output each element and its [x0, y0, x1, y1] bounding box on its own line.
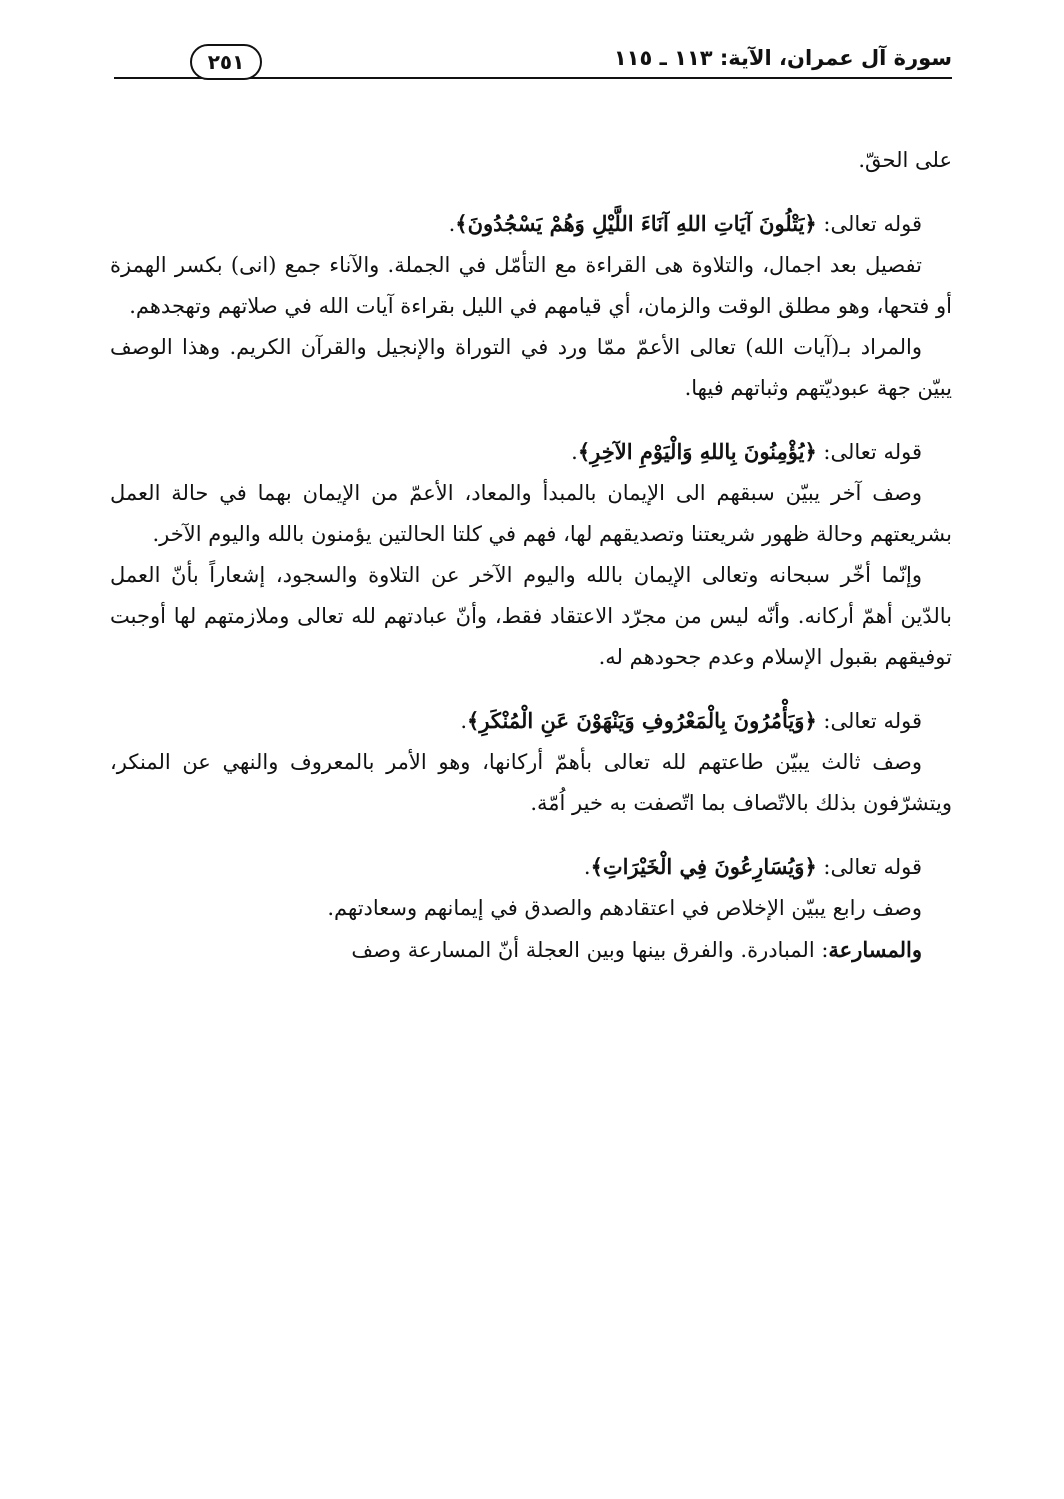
verse-end: .: [460, 709, 468, 733]
paragraph: [110, 929, 952, 971]
verse-intro: قوله تعالى:: [816, 709, 922, 733]
verse-heading-3: [110, 700, 952, 742]
verse-heading-4: [110, 846, 952, 888]
paragraph: تفصيل بعد اجمال، والتلاوة هى القراءة مع التأمّل في الجملة. والآناء جمع (انى) بكسر الهمزة أو فتحها، وهو مطلق الوقت والزمان، أي قيامهم في الليل بقراءة آيات الله في صلاتهم وتهجدهم.: [110, 253, 952, 318]
verse-intro: قوله تعالى:: [816, 440, 922, 464]
verse-end: .: [448, 212, 456, 236]
paragraph: وصف آخر يبيّن سبقهم الى الإيمان بالمبدأ والمعاد، الأعمّ من الإيمان بهما في حالة العمل بشريعتهم وحالة ظهور شريعتنا وتصديقهم لها، فهم في كلتا الحالتين يؤمنون بالله واليوم الآخر.: [110, 481, 952, 546]
verse-heading-1: [110, 203, 952, 245]
quran-verse: ﴿وَيَأْمُرُونَ بِالْمَعْرُوفِ وَيَنْهَوْنَ عَنِ الْمُنْكَرِ﴾: [467, 708, 817, 733]
page-number-badge: ٢٥١: [190, 44, 262, 80]
paragraph: وإنّما أخّر سبحانه وتعالى الإيمان بالله واليوم الآخر عن التلاوة والسجود، إشعاراً بأنّ العمل بالدّين أهمّ أركانه. وأنّه ليس من مجرّد الاعتقاد فقط، وأنّ عبادتهم لله تعالى وملازمتهم لها أوجبت توفيقهم بقبول الإسلام وعدم جحودهم له.: [110, 563, 952, 669]
running-title: سورة آل عمران، الآية: ١١٣ ـ ١١٥: [613, 46, 952, 70]
page-header: [114, 44, 952, 90]
paragraph-continuation: على الحقّ.: [858, 148, 952, 172]
verse-end: .: [571, 440, 578, 464]
paragraph: وصف ثالث يبيّن طاعتهم لله تعالى بأهمّ أركانها، وهو الأمر بالمعروف والنهي عن المنكر، ويتشرّفون بذلك بالاتّصاف بما اتّصفت به خير اُمّة.: [110, 750, 952, 815]
page-body: [110, 140, 952, 971]
defined-term: والمسارعة: [828, 937, 922, 962]
verse-end: .: [583, 855, 591, 879]
quran-verse: ﴿وَيُسَارِعُونَ فِي الْخَيْرَاتِ﴾: [590, 854, 817, 879]
paragraph: والمراد بـ(آيات الله) تعالى الأعمّ ممّا ورد في التوراة والإنجيل والقرآن الكريم. وهذا الوصف يبيّن جهة عبوديّتهم وثباتهم فيها.: [110, 335, 952, 400]
definition-text: : المبادرة. والفرق بينها وبين العجلة أنّ المسارعة وصف: [351, 938, 829, 962]
verse-intro: قوله تعالى:: [816, 212, 922, 236]
verse-heading-2: [110, 431, 952, 473]
quran-verse: ﴿يُؤْمِنُونَ بِاللهِ وَالْيَوْمِ الآخِرِ﴾: [577, 439, 817, 464]
quran-verse: ﴿يَتْلُونَ آيَاتِ اللهِ آنَاءَ اللَّيْلِ وَهُمْ يَسْجُدُونَ﴾: [455, 211, 817, 236]
verse-intro: قوله تعالى:: [816, 855, 922, 879]
paragraph: وصف رابع يبيّن الإخلاص في اعتقادهم والصدق في إيمانهم وسعادتهم.: [327, 896, 922, 920]
